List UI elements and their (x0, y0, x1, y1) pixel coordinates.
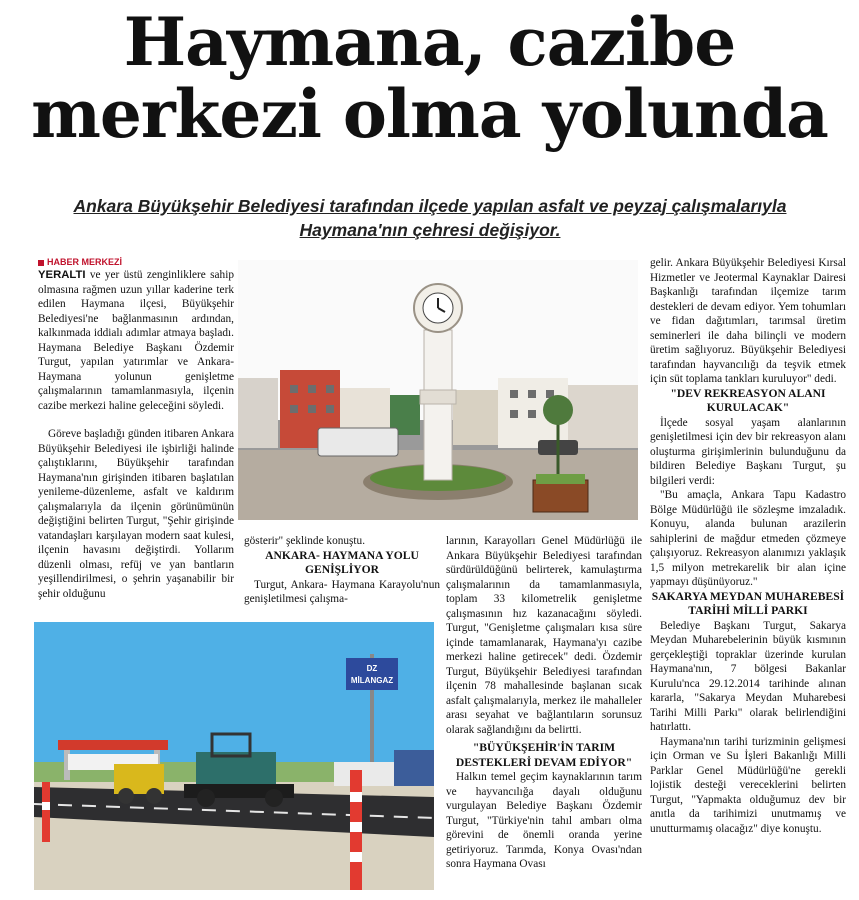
lead-word: YERALTI (38, 269, 86, 281)
paragraph: gösterir" şeklinde konuştu. (244, 535, 366, 547)
article-column-2 (244, 534, 440, 607)
paragraph: İlçede sosyal yaşam alanlarının genişletilmesi için dev bir rekreasyon alanı oluşturma girişimlerinin bulunduğunu da bildiren Belediye Başkanı Turgut, şu bilgileri verdi: (650, 416, 846, 487)
subheadline-line1: Ankara Büyükşehir Belediyesi tarafından ilçede yapılan asfalt ve peyzaj çalışmalarıyla (73, 196, 787, 216)
article-column-4 (650, 256, 846, 836)
paragraph: larının, Karayolları Genel Müdürlüğü ile Ankara Büyükşehir Belediyesi tarafından sürdürüldüğünü belirterek, kamulaştırma çalışmalarının da tamamlanmasıyla, toplam 33 kilometrelik genişletme çalışmasının hız kazanacağını söyledi. Turgut, "Genişletme çalışmaları kısa süre içinde tamamlanarak, Haymana'yı cazibe merkezi haline getirecek" dedi. Özdemir Turgut, Büyükşehir Belediyesi tarafından ilçenin 78 mahallesinde başlanan sıcak asfalt çalışmalarıyla, merkez ile mahalleler arası seyahat ve bağlantıların sorunsuz olarak sağlandığını da belirtti. (446, 535, 642, 736)
paragraph: Belediye Başkanı Turgut, Sakarya Meydan Muharebelerinin büyük kısmının gerçekleştiği topraklar üzerinde kurulan Haymana'nın, 7 bölgesi Bakanlar Kurulu'nca 29.12.2014 tarihinde alınan kararla, "Sakarya Meydan Muharebesi Tarihi Milli Parkı" olarak belirlendiğini hatırlattı. (650, 619, 846, 733)
section-heading: "DEV REKREASYON ALANI KURULACAK" (670, 386, 826, 414)
headline-line1: Haymana, cazibe (123, 3, 736, 81)
section-heading: "BÜYÜKŞEHİR'İN TARIM DESTEKLERİ DEVAM EDİYOR" (455, 741, 633, 769)
article-column-3 (446, 534, 642, 872)
subheadline-line2: Haymana'nın çehresi değişiyor. (299, 220, 561, 240)
headline-line2: merkezi olma yolunda (31, 75, 828, 153)
paragraph: "Bu amaçla, Ankara Tapu Kadastro Bölge Müdürlüğü ile sözleşme imzaladık. Konuyu, alanda bulunan arazilerin sahiplerini de mağdur etmeden çözmeye çalışıyoruz. Rekreasyon alanımızı yaklaşık 1,5 milyon metrekarelik bir alan içine yapmayı düşünüyoruz." (650, 489, 846, 588)
clock-tower-photo (238, 260, 638, 520)
paragraph: Turgut, Ankara- Haymana Karayolu'nun genişletilmesi çalışma- (244, 578, 440, 605)
paragraph: Göreve başladığı günden itibaren Ankara Büyükşehir Belediyesi ile işbirliği halinde çalıştıklarını, Büyükşehir tarafından Haymana'nın girişinden itibaren başlatılan yenileme-düzenleme, asfalt ve kaldırım çalışmalarıyla da ilçenin görünümünün değiştiğini belirten Turgut, "Şehir girişinde vatandaşları karşılayan modern saat kulesi, ilçenin havasını değiştirdi. Yollarım düzenli olması, refüj ve yan bantların yeşillendirilmesi, o şehrin yaşanabilir bir şehir olduğunu (38, 428, 234, 600)
sign-line-2: MİLANGAZ (350, 676, 394, 685)
section-heading: SAKARYA MEYDAN MUHAREBESİ TARİHİ MİLLİ PARKI (651, 589, 845, 617)
paragraph: YERALTI ve yer üstü zenginliklere sahip olmasına rağmen uzun yıllar kaderine terk edilen Haymana ilçesi, Büyükşehir Belediyesi'ne bağlanmasının ardından, kalkınmada iddialı adımlar atmaya başladı. Haymana Belediye Başkanı Özdemir Turgut, yapılan yatırımlar ve Ankara-Haymana yolunun genişletme çalışmalarının tamamlanmasıyla, ilçenin cazibe merkezi haline geleceğini söyledi. (38, 269, 234, 412)
byline-kicker: HABER MERKEZİ (38, 256, 234, 268)
paragraph: Halkın temel geçim kaynaklarının tarım ve hayvancılığa dayalı olduğunu vurgulayan Belediye Başkanı Özdemir Turgut, "Türkiye'nin tahıl ambarı olma görevini de önemli oranda yerine getiriyoruz. Tarımda, Konya Ovası'ndan sonra Haymana Ovası (446, 771, 642, 870)
road-paving-image (34, 622, 434, 890)
paragraph: gelir. Ankara Büyükşehir Belediyesi Kırsal Hizmetler ve Jeotermal Kaynaklar Dairesi Başkanlığı tarafından ilçemize tarım destekleri de devam ediyor. Yem tohumları ve fidan dağıtımları, tarımsal üretim seminerleri ile daha bilinçli ve modern üretim sağlıyoruz. Büyükşehir Belediyesi tarafından hayvancılığı da teşvik etmek için süt toplama tankları kuruluyor" dedi. (650, 257, 846, 385)
subheadline (20, 194, 840, 242)
road-paving-photo (34, 622, 434, 890)
article-column-1 (38, 256, 234, 601)
sign-line-1: DZ (366, 664, 378, 673)
headline (0, 3, 859, 153)
paragraph: Haymana'nın tarihi turizminin gelişmesi için Orman ve Su İşleri Bakanlığı Milli Parklar Genel Müdürlüğü'ne gerekli lojistik desteği vereceklerini belirten Turgut, "Yapmakta olduğumuz dev bir anıtla da tarihimizi unutmamış ve unutturmamış olacağız" diye konuştu. (650, 735, 846, 835)
clock-tower-image (238, 260, 638, 520)
section-heading: ANKARA- HAYMANA YOLU GENİŞLİYOR (265, 548, 419, 576)
